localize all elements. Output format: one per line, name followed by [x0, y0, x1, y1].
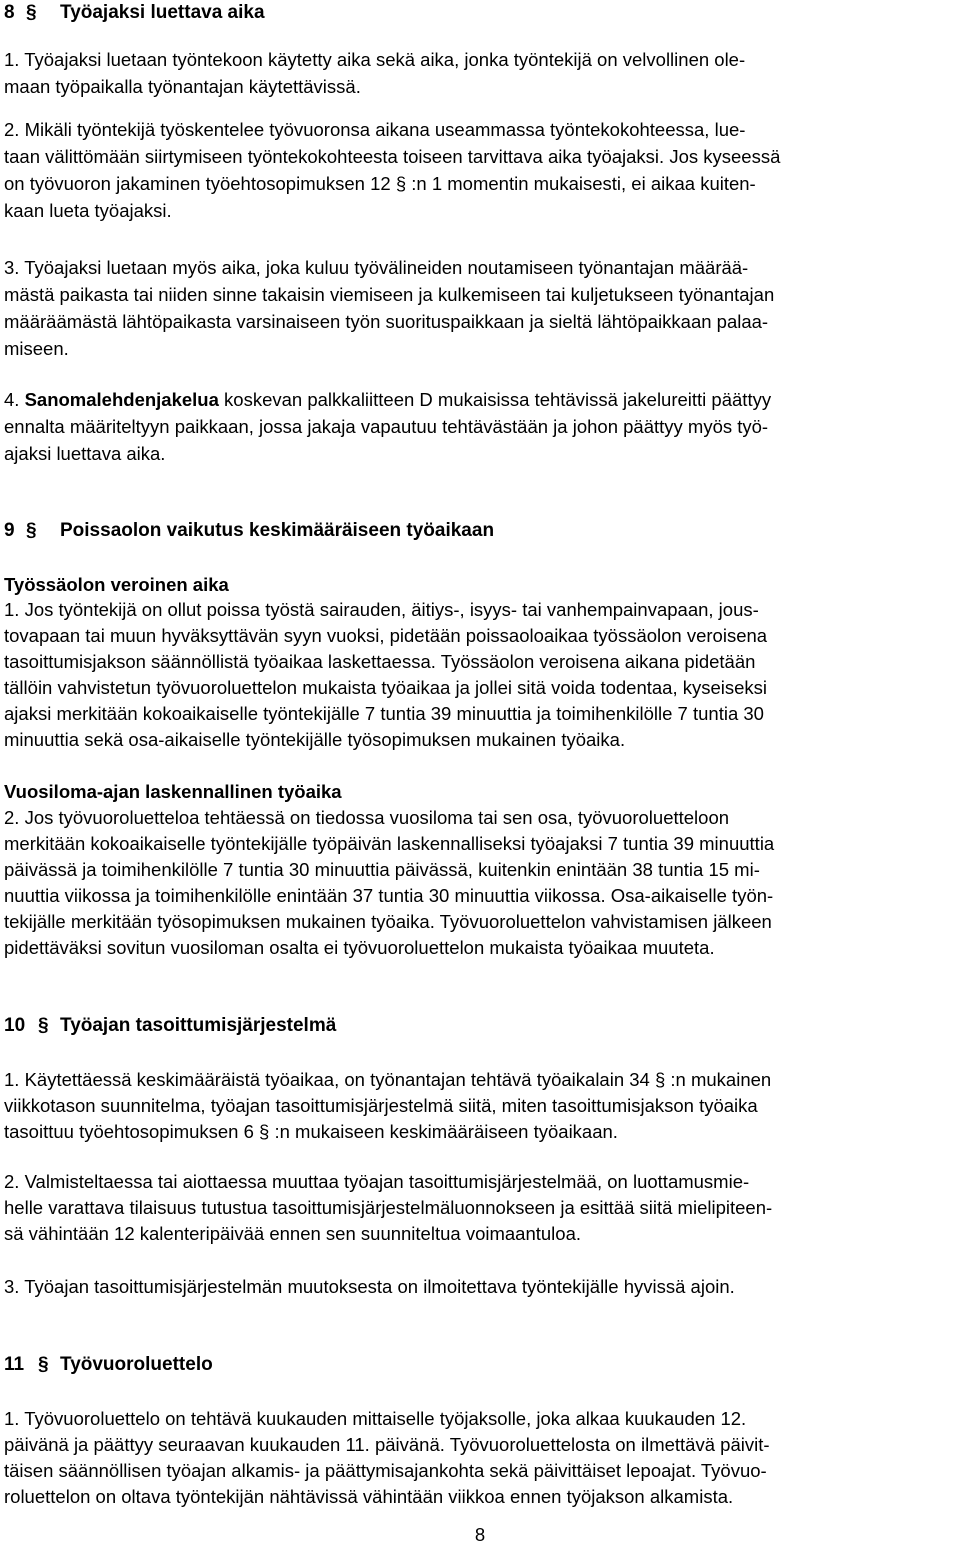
s10-p1-line3: tasoittuu työehtosopimuksen 6 § :n mukaiseen keskimääräiseen työaikaan.: [4, 1121, 618, 1142]
s11-p1-line3: täisen säännöllisen työajan alkamis- ja päättymisajankohta sekä päivittäiset lepoajat. Työvuo-: [4, 1460, 767, 1481]
section-8-heading: [4, 0, 265, 26]
s8-p2-line2: taan välittömään siirtymiseen työntekokohteesta toiseen tarvittava aika työajaksi. Jos kyseessä: [4, 146, 781, 167]
s10-p2-line3: sä vähintään 12 kalenteripäivää ennen sen suunniteltua voimaantuloa.: [4, 1223, 581, 1244]
s11-p1-line1: 1. Työvuoroluettelo on tehtävä kuukauden mittaiselle työjaksolle, joka alkaa kuukauden 12.: [4, 1408, 747, 1429]
s9-subheading-2: Vuosiloma-ajan laskennallinen työaika: [4, 781, 342, 802]
s9-p1-line6: minuuttia sekä osa-aikaiselle työntekijälle työsopimuksen mukainen työaika.: [4, 729, 626, 750]
section-sign: §: [26, 520, 37, 541]
s9-p2-line1: 2. Jos työvuoroluetteloa tehtäessä on tiedossa vuosiloma tai sen osa, työvuoroluetteloon: [4, 807, 730, 828]
s9-p1-line3: tasoittumisjakson säännöllistä työaikaa laskettaessa. Työssäolon veroisena aikana pidetään: [4, 651, 756, 672]
section-10-heading: [4, 1013, 336, 1039]
s9-p2-line6: pidettäväksi sovitun vuosiloman osalta ei työvuoroluettelon mukaista työaikaa muuteta.: [4, 937, 715, 958]
section-11-heading: [4, 1352, 213, 1378]
section-sign: §: [38, 1354, 49, 1375]
s9-p1-line5: ajaksi merkitään kokoaikaiselle työntekijälle 7 tuntia 39 minuuttia ja toimihenkilölle 7 tuntia 30: [4, 703, 764, 724]
section-title: Työajan tasoittumisjärjestelmä: [60, 1015, 337, 1036]
s10-p3-line1: 3. Työajan tasoittumisjärjestelmän muutoksesta on ilmoitettava työntekijälle hyvissä ajoin.: [4, 1276, 735, 1297]
s8-p4-rest: koskevan palkkaliitteen D mukaisissa tehtävissä jakelureitti päättyy: [218, 389, 772, 410]
s9-subheading-1: Työssäolon veroinen aika: [4, 574, 229, 595]
s9-p1-line1: 1. Jos työntekijä on ollut poissa työstä sairauden, äitiys-, isyys- tai vanhempainvapaan, jous-: [4, 599, 759, 620]
s8-p2-line3: on työvuoron jakaminen työehtosopimuksen 12 § :n 1 momentin mukaisesti, ei aikaa kuiten-: [4, 173, 756, 194]
s11-p1-line4: roluettelon on oltava työntekijän nähtävissä vähintään viikkoa ennen työjakson alkamista.: [4, 1486, 734, 1507]
s8-p3-line4: miseen.: [4, 338, 69, 359]
s8-p4-line3: ajaksi luettava aika.: [4, 443, 166, 464]
s10-p2-line2: helle varattava tilaisuus tutustua tasoittumisjärjestelmäluonnokseen ja esittää siitä mielipiteen-: [4, 1197, 773, 1218]
s9-p1-line2: tovapaan tai muun hyväksyttävän syyn vuoksi, pidetään poissaoloaikaa työssäolon veroisena: [4, 625, 768, 646]
section-title: Työajaksi luettava aika: [60, 2, 265, 23]
section-title: Työvuoroluettelo: [60, 1354, 213, 1375]
s8-p4-line1: [4, 387, 771, 413]
s9-p2-line4: nuuttia viikossa ja toimihenkilölle enintään 37 tuntia 30 minuuttia viikossa. Osa-aikaiselle työn-: [4, 885, 774, 906]
section-number: 10: [4, 1015, 26, 1036]
section-number: 11: [4, 1354, 25, 1375]
s8-p3-line3: määräämästä lähtöpaikasta varsinaiseen työn suorituspaikkaan ja sieltä lähtöpaikkaan palaa-: [4, 311, 769, 332]
s10-p1-line2: viikkotason suunnitelma, työajan tasoittumisjärjestelmä siitä, miten tasoittumisjakson työaika: [4, 1095, 758, 1116]
s8-p1-line1: 1. Työajaksi luetaan työntekoon käytetty aika sekä aika, jonka työntekijä on velvollinen ole-: [4, 49, 746, 70]
s8-p2-line4: kaan lueta työajaksi.: [4, 200, 172, 221]
section-number: 9: [4, 520, 15, 541]
s10-p1-line1: 1. Käytettäessä keskimääräistä työaikaa, on työnantajan tehtävä työaikalain 34 § :n mukainen: [4, 1069, 772, 1090]
s9-p2-line2: merkitään kokoaikaiselle työntekijälle työpäivän laskennalliseksi työajaksi 7 tuntia 39 minuuttia: [4, 833, 775, 854]
section-title: Poissaolon vaikutus keskimääräiseen työaikaan: [60, 520, 495, 541]
s9-p1-line4: tällöin vahvistetun työvuoroluettelon mukaista työaikaa ja jollei sitä voida todentaa, kyseiseksi: [4, 677, 768, 698]
s8-p1-line2: maan työpaikalla työnantajan käytettävissä.: [4, 76, 361, 97]
s8-p3-line2: mästä paikasta tai niiden sinne takaisin viemiseen ja kulkemiseen tai kuljetukseen työnantajan: [4, 284, 775, 305]
section-number: 8: [4, 2, 15, 23]
s8-p4-line2: ennalta määriteltyyn paikkaan, jossa jakaja vapautuu tehtävästään ja johon päättyy myös työ-: [4, 416, 769, 437]
s9-p2-line5: tekijälle merkitään työsopimuksen mukainen työaika. Työvuoroluettelon vahvistamisen jälkeen: [4, 911, 772, 932]
s8-p4-number: 4.: [4, 389, 25, 410]
s8-p2-line1: 2. Mikäli työntekijä työskentelee työvuoronsa aikana useammassa työntekokohteessa, lue-: [4, 119, 746, 140]
s10-p2-line1: 2. Valmisteltaessa tai aiottaessa muuttaa työajan tasoittumisjärjestelmää, on luottamusmie-: [4, 1171, 750, 1192]
section-sign: §: [38, 1015, 49, 1036]
s8-p3-line1: 3. Työajaksi luetaan myös aika, joka kuluu työvälineiden noutamiseen työnantajan määrää-: [4, 257, 749, 278]
page-number: 8: [474, 1524, 486, 1545]
s8-p4-bold-term: Sanomalehdenjakelua: [24, 389, 219, 410]
s9-p2-line3: päivässä ja toimihenkilölle 7 tuntia 30 minuuttia päivässä, kuitenkin enintään 38 tuntia 15 mi-: [4, 859, 760, 880]
s11-p1-line2: päivänä ja päättyy seuraavan kuukauden 11. päivänä. Työvuoroluettelosta on ilmettävä päivit-: [4, 1434, 770, 1455]
section-sign: §: [26, 2, 37, 23]
section-9-heading: [4, 518, 494, 544]
